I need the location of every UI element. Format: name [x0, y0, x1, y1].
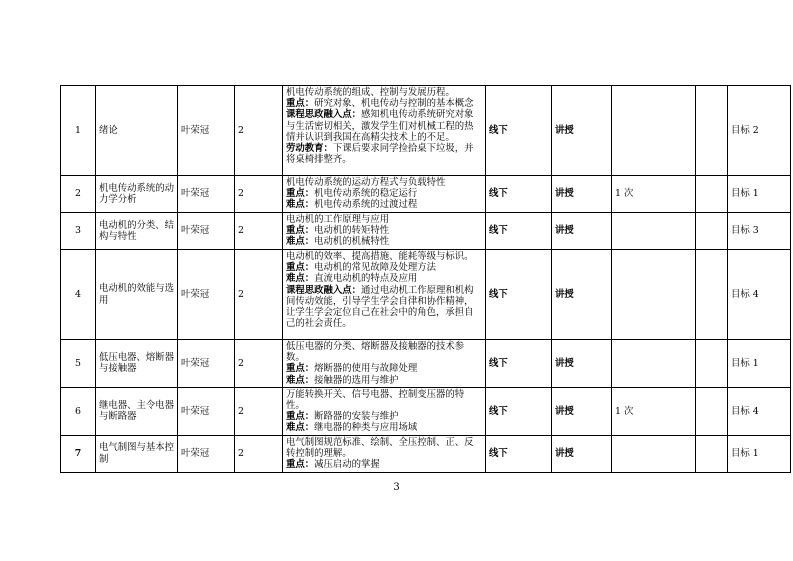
content-line: [286, 98, 482, 109]
teacher-name: 叶荣冠: [178, 340, 235, 388]
content-text: 电动机的效率、提高措施、能耗等级与标识。: [286, 251, 474, 262]
class-hours: 2: [235, 340, 283, 388]
content-line: [286, 262, 482, 273]
course-goal: 目标 3: [728, 213, 791, 250]
content-line: [286, 411, 482, 422]
course-goal: 目标 4: [728, 387, 791, 435]
teaching-content: [283, 435, 486, 472]
content-keyword: 难点：: [286, 273, 315, 285]
content-text: 电动机的转矩特性: [314, 225, 390, 237]
teaching-mode: 线下: [486, 250, 552, 340]
content-keyword: 难点：: [286, 422, 315, 434]
page-number: 3: [393, 482, 400, 493]
content-keyword: 劳动教育：: [286, 143, 333, 155]
content-text: 电动机的常见故障及处理方法: [314, 262, 437, 274]
teacher-name: 叶荣冠: [178, 176, 235, 213]
content-line: [286, 143, 482, 165]
teacher-name: 叶荣冠: [178, 387, 235, 435]
teaching-mode: 线下: [486, 176, 552, 213]
teaching-method: 讲授: [552, 250, 612, 340]
content-line: [286, 251, 482, 262]
blank-cell: [696, 176, 728, 213]
content-line: [286, 199, 482, 210]
content-text: 机电传动系统的过渡过程: [314, 199, 418, 211]
assignment-count: [612, 250, 696, 340]
teaching-method: 讲授: [552, 176, 612, 213]
blank-cell: [696, 213, 728, 250]
content-keyword: 重点：: [286, 262, 315, 274]
teaching-content: [283, 387, 486, 435]
content-text: 下课后要求同学捡拾桌下垃圾，并将桌椅排整齐。: [286, 143, 474, 166]
content-line: [286, 437, 482, 459]
content-keyword: 重点：: [286, 459, 315, 471]
content-text: 减压启动的掌握: [314, 459, 380, 471]
teaching-content: [283, 86, 486, 176]
table-row: [61, 387, 791, 435]
content-text: 接触器的选用与维护: [314, 374, 399, 386]
content-line: [286, 285, 482, 330]
assignment-count: [612, 340, 696, 388]
content-keyword: 难点：: [286, 199, 315, 211]
teaching-content: [283, 176, 486, 213]
blank-cell: [696, 435, 728, 472]
chapter-title: 电动机的效能与选用: [96, 250, 178, 340]
chapter-title: 绪论: [96, 86, 178, 176]
course-goal: 目标 2: [728, 86, 791, 176]
assignment-count: 1 次: [612, 387, 696, 435]
row-number: 4: [61, 250, 96, 340]
table-row: [61, 213, 791, 250]
content-line: [286, 109, 482, 143]
content-text: 通过电动机工作原理和机构间传动效能，引导学生学会自律和协作精神，让学生学会定位自己在社会中的角色，承担自己的社会责任。: [286, 284, 474, 330]
content-line: [286, 225, 482, 236]
teaching-method: 讲授: [552, 340, 612, 388]
course-goal: 目标 1: [728, 435, 791, 472]
class-hours: 2: [235, 213, 283, 250]
content-line: [286, 188, 482, 199]
teaching-mode: 线下: [486, 435, 552, 472]
teacher-name: 叶荣冠: [178, 435, 235, 472]
content-text: 断路器的安装与维护: [314, 411, 399, 423]
blank-cell: [696, 387, 728, 435]
course-goal: 目标 1: [728, 176, 791, 213]
teacher-name: 叶荣冠: [178, 213, 235, 250]
class-hours: 2: [235, 250, 283, 340]
row-number: 7: [61, 435, 96, 472]
chapter-title: 电动机的分类、结构与特性: [96, 213, 178, 250]
class-hours: 2: [235, 176, 283, 213]
row-number: 1: [61, 86, 96, 176]
assignment-count: [612, 435, 696, 472]
teaching-method: 讲授: [552, 435, 612, 472]
table-row: [61, 250, 791, 340]
content-text: 继电器的种类与应用场域: [314, 422, 418, 434]
row-number: 6: [61, 387, 96, 435]
content-text: 低压电器的分类、熔断器及接触器的技术参数。: [286, 341, 465, 364]
chapter-title: 电气制图与基本控制: [96, 435, 178, 472]
content-text: 万能转换开关、信号电器、控制变压器的特性。: [286, 388, 465, 412]
content-keyword: 重点：: [286, 188, 315, 200]
teaching-content: [283, 213, 486, 250]
blank-cell: [696, 86, 728, 176]
content-text: 研究对象、机电传动与控制的基本概念: [314, 98, 474, 110]
content-keyword: 课程思政融入点：: [286, 109, 362, 121]
table-row: [61, 86, 791, 176]
table-row: [61, 340, 791, 388]
content-line: [286, 363, 482, 374]
content-line: [286, 459, 482, 470]
teacher-name: 叶荣冠: [178, 250, 235, 340]
teaching-mode: 线下: [486, 86, 552, 176]
content-text: 机电传动系统的组成、控制与发展历程。: [286, 87, 455, 98]
content-text: 电动机的机械特性: [314, 236, 390, 248]
content-line: [286, 177, 482, 188]
content-keyword: 难点：: [286, 374, 315, 386]
teaching-content: [283, 340, 486, 388]
content-keyword: 重点：: [286, 363, 315, 375]
content-text: 机电传动系统的稳定运行: [314, 188, 418, 200]
row-number: 3: [61, 213, 96, 250]
content-text: 电气制图规范标准、绘制、全压控制、正、反转控制的理解。: [286, 436, 474, 459]
teaching-mode: 线下: [486, 387, 552, 435]
content-line: [286, 236, 482, 247]
blank-cell: [696, 340, 728, 388]
row-number: 5: [61, 340, 96, 388]
chapter-title: 继电器、主令电器与断路器: [96, 387, 178, 435]
table-row: [61, 176, 791, 213]
teaching-method: 讲授: [552, 86, 612, 176]
content-text: 直流电动机的特点及应用: [314, 273, 418, 285]
content-line: [286, 214, 482, 225]
teaching-mode: 线下: [486, 213, 552, 250]
content-text: 熔断器的使用与故障处理: [314, 363, 418, 375]
content-line: [286, 87, 482, 98]
content-line: [286, 273, 482, 284]
assignment-count: [612, 86, 696, 176]
content-line: [286, 375, 482, 386]
content-text: 电动机的工作原理与应用: [286, 214, 390, 225]
teaching-method: 讲授: [552, 387, 612, 435]
teaching-content: [283, 250, 486, 340]
class-hours: 2: [235, 387, 283, 435]
assignment-count: 1 次: [612, 176, 696, 213]
content-text: 机电传动系统的运动方程式与负载特性: [286, 177, 446, 188]
chapter-title: 机电传动系统的动力学分析: [96, 176, 178, 213]
teacher-name: 叶荣冠: [178, 86, 235, 176]
row-number: 2: [61, 176, 96, 213]
course-goal: 目标 1: [728, 340, 791, 388]
content-keyword: 重点：: [286, 98, 315, 110]
teaching-mode: 线下: [486, 340, 552, 388]
table-row: [61, 435, 791, 472]
chapter-title: 低压电器、熔断器与接触器: [96, 340, 178, 388]
content-line: [286, 422, 482, 433]
content-keyword: 难点：: [286, 236, 315, 248]
content-line: [286, 389, 482, 411]
teaching-method: 讲授: [552, 213, 612, 250]
class-hours: 2: [235, 86, 283, 176]
content-keyword: 课程思政融入点：: [286, 284, 362, 296]
course-schedule-table: [60, 85, 791, 473]
content-line: [286, 341, 482, 363]
blank-cell: [696, 250, 728, 340]
content-keyword: 重点：: [286, 411, 315, 423]
class-hours: 2: [235, 435, 283, 472]
content-text: 感知机电传动系统研究对象与生活密切相关，激发学生们对机械工程的热情并认识到我国在高精尖技术上的不足。: [286, 109, 474, 143]
course-goal: 目标 4: [728, 250, 791, 340]
content-keyword: 重点：: [286, 225, 315, 237]
assignment-count: [612, 213, 696, 250]
